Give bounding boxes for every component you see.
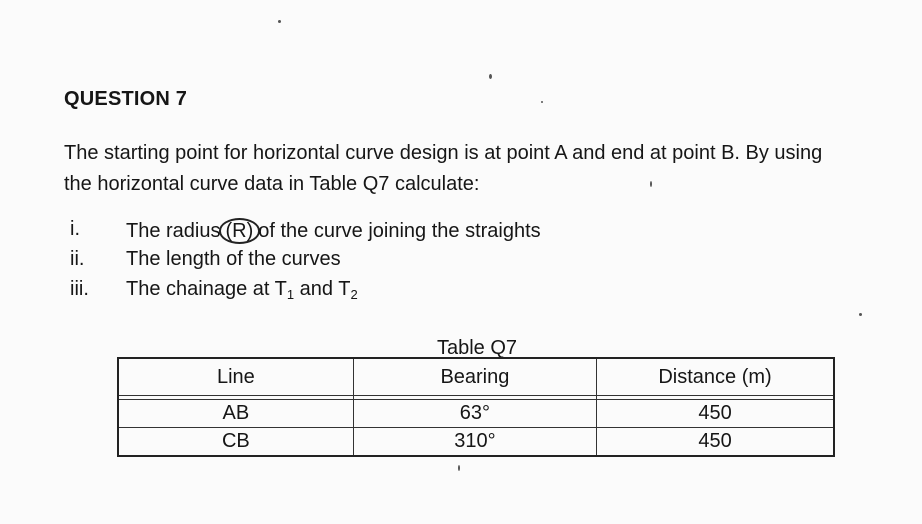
table-cell: 450 bbox=[597, 400, 834, 428]
task-text-mid: and T bbox=[294, 278, 351, 300]
task-text-pre: The radius bbox=[126, 220, 221, 242]
table-row bbox=[118, 428, 834, 457]
question-heading: QUESTION 7 bbox=[64, 88, 188, 110]
task-item-2 bbox=[0, 248, 900, 278]
task-text-pre: The chainage at T bbox=[126, 278, 287, 300]
subscript: 1 bbox=[286, 287, 295, 302]
task-item-1 bbox=[0, 218, 900, 248]
table-header-row bbox=[118, 358, 834, 396]
scan-speck bbox=[859, 313, 862, 316]
scan-speck bbox=[458, 465, 460, 471]
task-text bbox=[126, 218, 541, 244]
scan-speck bbox=[541, 101, 543, 103]
table-cell: 450 bbox=[597, 428, 834, 457]
column-header: Distance (m) bbox=[597, 358, 834, 396]
subscript: 2 bbox=[350, 287, 358, 302]
task-text bbox=[126, 278, 358, 302]
scan-speck bbox=[278, 20, 281, 23]
table-row bbox=[118, 400, 834, 428]
column-header: Bearing bbox=[353, 358, 596, 396]
data-table bbox=[117, 357, 835, 457]
table-cell: 310° bbox=[353, 428, 596, 457]
intro-line-1: The starting point for horizontal curve design is at point A and end at point B. By using bbox=[64, 142, 823, 164]
task-number: ii. bbox=[70, 248, 85, 270]
intro-line-2: the horizontal curve data in Table Q7 calculate: bbox=[64, 173, 480, 195]
task-number: iii. bbox=[70, 278, 89, 300]
table-caption: Table Q7 bbox=[436, 337, 518, 359]
table-cell: AB bbox=[118, 400, 353, 428]
question-intro bbox=[64, 138, 884, 200]
task-item-3 bbox=[0, 278, 900, 308]
task-number: i. bbox=[70, 218, 80, 240]
scan-speck bbox=[489, 74, 492, 79]
circled-symbol: (R) bbox=[219, 218, 261, 244]
table-cell: 63° bbox=[353, 400, 596, 428]
column-header: Line bbox=[118, 358, 353, 396]
table-cell: CB bbox=[118, 428, 353, 457]
task-text-post: of the curve joining the straights bbox=[258, 220, 541, 242]
task-text: The length of the curves bbox=[126, 248, 341, 270]
